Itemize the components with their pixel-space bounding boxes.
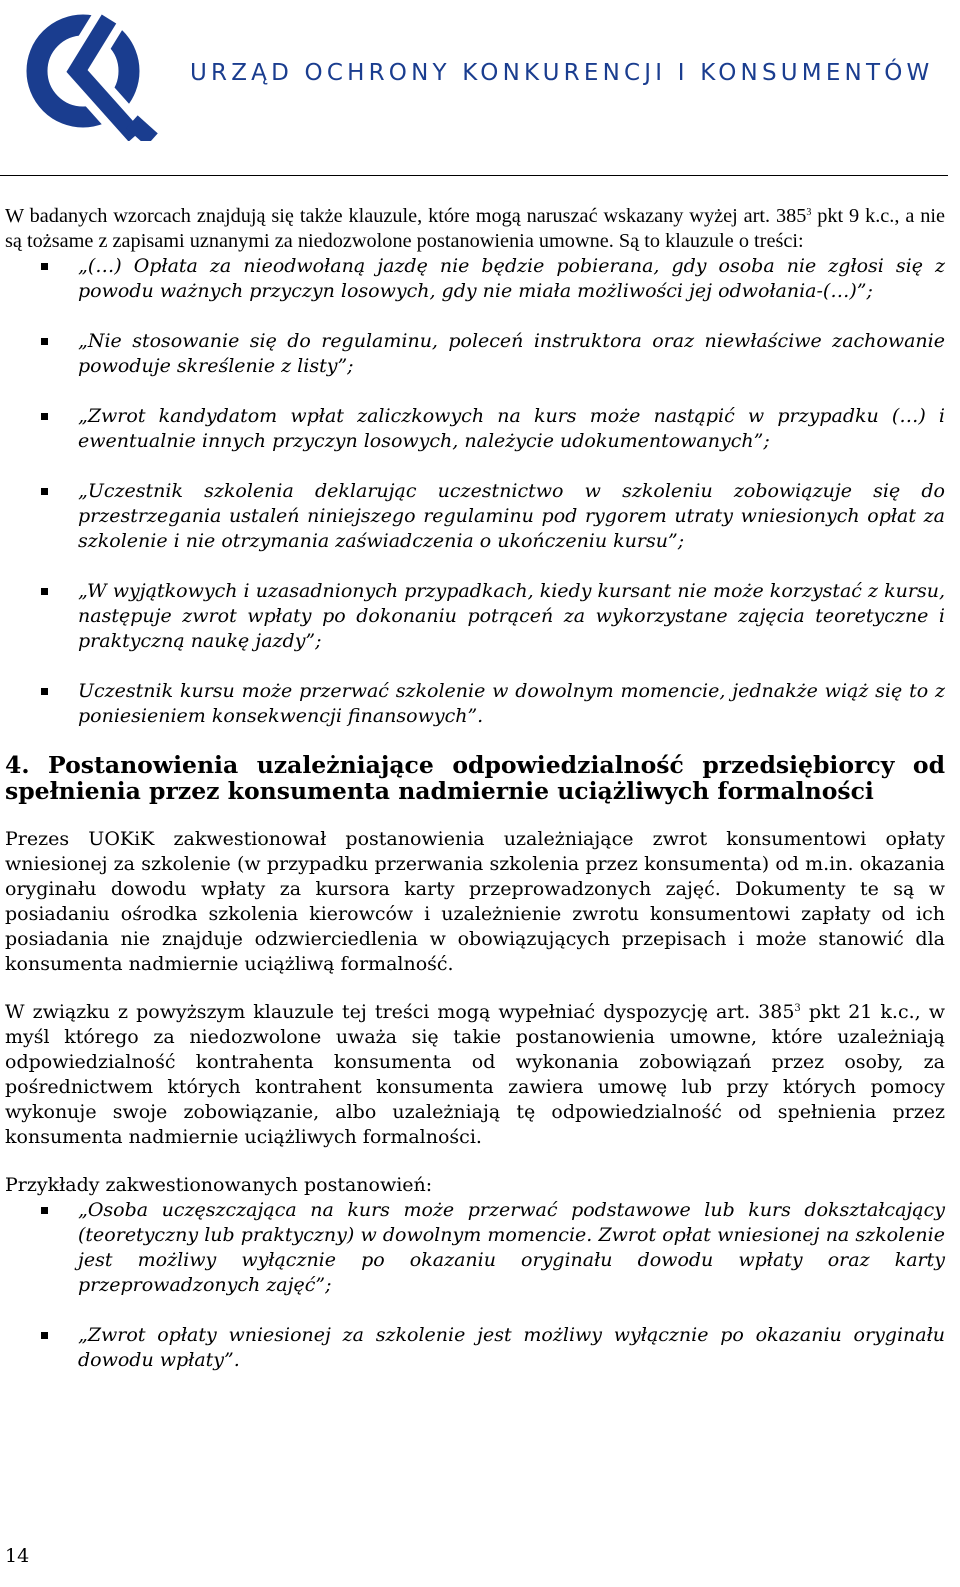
- bullet-icon: [41, 1332, 48, 1339]
- list-item: „Zwrot opłaty wniesionej za szkolenie jest możliwy wyłącznie po okazaniu oryginału dowodu wpłaty”.: [5, 1323, 945, 1373]
- document-body: [5, 204, 945, 1373]
- bullet-icon: [41, 263, 48, 270]
- clause-list-2: [5, 1198, 945, 1373]
- uokik-logo-icon: [25, 8, 160, 141]
- list-item: Uczestnik kursu może przerwać szkolenie w dowolnym momencie, jednakże wiąż się to z poniesieniem konsekwencji finansowych”.: [5, 679, 945, 729]
- list-item: „Zwrot kandydatom wpłat zaliczkowych na kurs może nastąpić w przypadku (…) i ewentualnie innych przyczyn losowych, należycie udokumentowanych”;: [5, 404, 945, 454]
- header-divider: [0, 175, 948, 176]
- organization-name: URZĄD OCHRONY KONKURENCJI I KONSUMENTÓW: [190, 60, 934, 86]
- list-item: „W wyjątkowych i uzasadnionych przypadkach, kiedy kursant nie może korzystać z kursu, następuje zwrot wpłaty po dokonaniu potrąceń za wykorzystane zajęcia teoretyczne i praktyczną naukę jazdy”;: [5, 579, 945, 654]
- clause-list-1: [5, 254, 945, 729]
- bullet-icon: [41, 488, 48, 495]
- bullet-icon: [41, 688, 48, 695]
- section-heading: 4. Postanowienia uzależniające odpowiedzialność przedsiębiorcy od spełnienia przez konsumenta nadmiernie uciążliwych formalności: [5, 751, 945, 805]
- bullet-icon: [41, 1207, 48, 1214]
- bullet-icon: [41, 338, 48, 345]
- bullet-icon: [41, 588, 48, 595]
- list-item: „Nie stosowanie się do regulaminu, poleceń instruktora oraz niewłaściwe zachowanie powoduje skreślenie z listy”;: [5, 329, 945, 379]
- section-paragraph-1: Prezes UOKiK zakwestionował postanowienia uzależniające zwrot konsumentowi opłaty wniesionej za szkolenie (w przypadku przerwania szkolenia przez konsumenta) od m.in. okazania oryginału dowodu wpłaty za kursora karty przeprowadzonych zajęć. Dokumenty te są w posiadaniu ośrodka szkolenia kierowców i uzależnienie zwrotu konsumentowi zapłaty od ich posiadania nie znajduje odzwierciedlenia w obowiązujących przepisach i może stanowić dla konsumenta nadmiernie uciążliwą formalność.: [5, 828, 945, 975]
- list-item: „Uczestnik szkolenia deklarując uczestnictwo w szkoleniu zobowiązuje się do przestrzegania ustaleń niniejszego regulaminu pod rygorem utraty wniesionych opłat za szkolenie i nie otrzymania zaświadczenia o ukończeniu kursu”;: [5, 479, 945, 554]
- bullet-icon: [41, 413, 48, 420]
- list-item: „Osoba uczęszczająca na kurs może przerwać podstawowe lub kurs dokształcający (teoretyczny lub praktyczny) w dowolnym momencie. Zwrot opłat wniesionej na szkolenie jest możliwy wyłącznie po okazaniu oryginału dowodu wpłaty oraz karty przeprowadzonych zajęć”;: [5, 1198, 945, 1298]
- list-item: „(…) Opłata za nieodwołaną jazdę nie będzie pobierana, gdy osoba nie zgłosi się z powodu ważnych przyczyn losowych, gdy nie miała możliwości jej odwołania-(…)”;: [5, 254, 945, 304]
- page-number: 14: [5, 1545, 30, 1567]
- section-paragraph-2: W związku z powyższym klauzule tej treści mogą wypełniać dyspozycję art. $385^3$ pkt 21 k.c., w myśl którego za niedozwolone uważa się takie postanowienia umowne, które uzależniają odpowiedzialność kontrahenta konsumenta od wykonania zobowiązań przez osoby, za pośrednictwem których kontrahent konsumenta zawiera umowę lub przy których pomocy wykonuje swoje zobowiązanie, albo uzależniają tę odpowiedzialność od spełnienia przez konsumenta nadmiernie uciążliwych formalności.: [5, 1001, 945, 1148]
- intro-paragraph: W badanych wzorcach znajdują się także klauzule, które mogą naruszać wskazany wyżej art. $385^3$ pkt 9 k.c., a nie są tożsame z zapisami uznanymi za niedozwolone postanowienia umowne. Są to klauzule o treści:: [5, 205, 945, 252]
- examples-label: Przykłady zakwestionowanych postanowień:: [5, 1174, 433, 1196]
